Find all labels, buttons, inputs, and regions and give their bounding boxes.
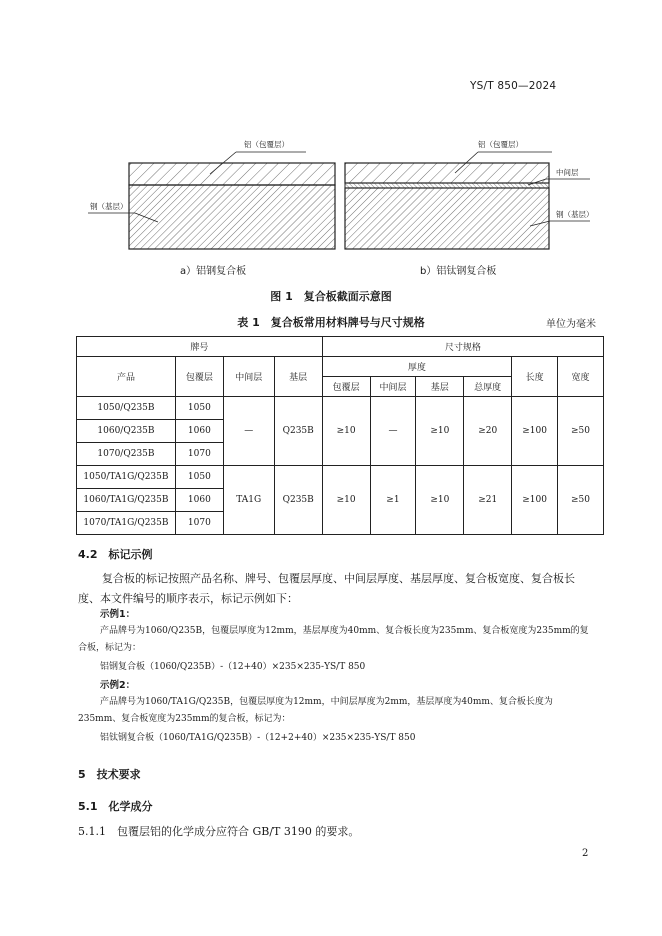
header-t-middle: 中间层: [370, 377, 416, 397]
table-unit: 单位为毫米: [546, 319, 596, 330]
cross-section-figure: [0, 0, 662, 280]
cell-clad: 1070: [175, 512, 223, 535]
cell-width: ≥50: [558, 466, 604, 535]
example-1-mark: 铝钢复合板（1060/Q235B）-（12+40）×235×235-YS/T 850: [100, 662, 366, 672]
clause-5-1-1: 5.1.1 包覆层铝的化学成分应符合 GB/T 3190 的要求。: [78, 825, 360, 838]
cell-t-total: ≥20: [464, 397, 512, 466]
cell-middle: TA1G: [223, 466, 274, 535]
section-5-1-heading: 5.1 化学成分: [78, 800, 153, 813]
panel-a-bottom-label: 钢（基层）: [90, 202, 128, 211]
example-1-label: 示例1：: [100, 609, 136, 620]
example-2-text: 产品牌号为1060/TA1G/Q235B，包覆层厚度为12mm，中间层厚度为2mm，基层厚度为40mm、复合板长度为235mm、复合板宽度为235mm的复合板，标记为：: [78, 697, 553, 724]
panel-a-aluminum-layer: [129, 163, 335, 185]
table-row: [77, 466, 604, 489]
standard-code: YS/T 850—2024: [470, 80, 557, 92]
header-length: 长度: [512, 357, 558, 397]
cell-t-clad: ≥10: [322, 466, 370, 535]
header-width: 宽度: [558, 357, 604, 397]
header-t-total: 总厚度: [464, 377, 512, 397]
panel-b-steel-layer: [345, 188, 549, 249]
cell-product: 1060/TA1G/Q235B: [77, 489, 176, 512]
section-5-heading: 5 技术要求: [78, 768, 141, 781]
panel-a-diagram: [88, 152, 335, 249]
cell-base: Q235B: [274, 466, 322, 535]
cell-t-clad: ≥10: [322, 397, 370, 466]
panel-b-diagram: [345, 152, 590, 249]
header-thickness: 厚度: [322, 357, 511, 377]
panel-b-top-label: 铝（包覆层）: [478, 140, 523, 149]
cell-t-base: ≥10: [416, 466, 464, 535]
cell-product: 1070/TA1G/Q235B: [77, 512, 176, 535]
cell-t-middle: ≥1: [370, 466, 416, 535]
header-middle: 中间层: [223, 357, 274, 397]
example-2-mark: 铝钛钢复合板（1060/TA1G/Q235B）-（12+2+40）×235×235-YS/T 850: [100, 733, 416, 743]
cell-clad: 1070: [175, 443, 223, 466]
panel-b-aluminum-layer: [345, 163, 549, 183]
cell-t-base: ≥10: [416, 397, 464, 466]
cell-clad: 1050: [175, 466, 223, 489]
cell-base: Q235B: [274, 397, 322, 466]
cell-middle: —: [223, 397, 274, 466]
panel-b-caption: b）铝钛钢复合板: [420, 266, 497, 277]
cell-clad: 1060: [175, 420, 223, 443]
header-clad: 包覆层: [175, 357, 223, 397]
cell-clad: 1060: [175, 489, 223, 512]
cell-length: ≥100: [512, 466, 558, 535]
panel-b-middle-layer: [345, 183, 549, 188]
cell-product: 1060/Q235B: [77, 420, 176, 443]
figure-title: 图 1 复合板截面示意图: [270, 290, 392, 303]
spec-table: [76, 336, 604, 535]
cell-width: ≥50: [558, 397, 604, 466]
cell-clad: 1050: [175, 397, 223, 420]
header-base: 基层: [274, 357, 322, 397]
cell-t-total: ≥21: [464, 466, 512, 535]
cell-length: ≥100: [512, 397, 558, 466]
panel-a-steel-layer: [129, 185, 335, 249]
table-title: 表 1 复合板常用材料牌号与尺寸规格: [237, 316, 425, 329]
header-grade: 牌号: [77, 337, 323, 357]
panel-a-caption: a）铝钢复合板: [180, 266, 247, 277]
cell-product: 1050/TA1G/Q235B: [77, 466, 176, 489]
header-t-base: 基层: [416, 377, 464, 397]
header-t-clad: 包覆层: [322, 377, 370, 397]
cell-t-middle: —: [370, 397, 416, 466]
cell-product: 1050/Q235B: [77, 397, 176, 420]
panel-b-bottom-label: 钢（基层）: [556, 210, 594, 219]
table-row: [77, 397, 604, 420]
panel-a-top-label: 铝（包覆层）: [244, 140, 289, 149]
cell-product: 1070/Q235B: [77, 443, 176, 466]
example-1-text: 产品牌号为1060/Q235B，包覆层厚度为12mm，基层厚度为40mm、复合板长度为235mm、复合板宽度为235mm的复合板，标记为：: [78, 626, 589, 653]
header-size: 尺寸规格: [322, 337, 603, 357]
page-number: 2: [582, 848, 589, 859]
example-2-label: 示例2：: [100, 680, 136, 691]
header-product: 产品: [77, 357, 176, 397]
panel-b-middle-label: 中间层: [556, 168, 579, 177]
section-4-2-paragraph: 复合板的标记按照产品名称、牌号、包覆层厚度、中间层厚度、基层厚度、复合板宽度、复合板长度、本文件编号的顺序表示，标记示例如下：: [78, 572, 575, 605]
section-4-2-heading: 4.2 标记示例: [78, 548, 153, 561]
